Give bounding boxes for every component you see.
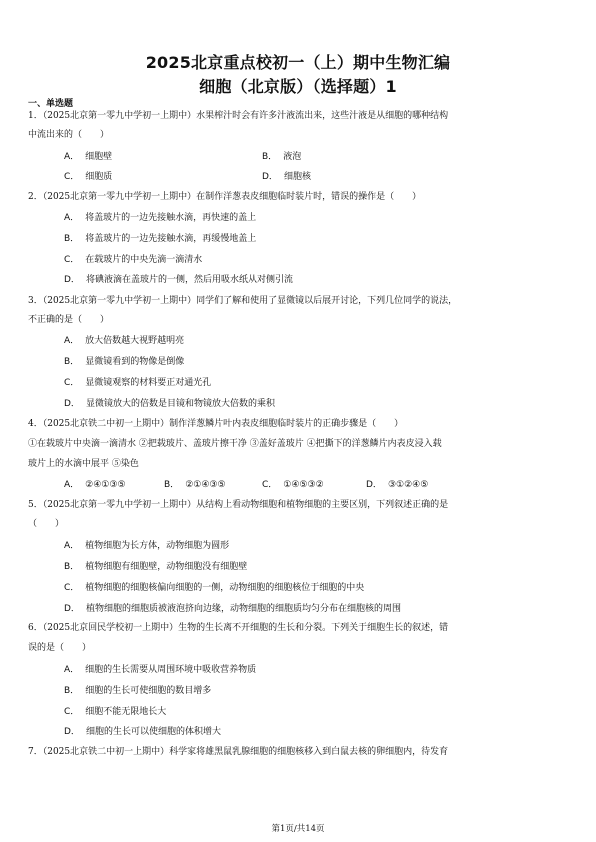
question-number: 5． (28, 500, 43, 510)
question-source: （2025北京铁二中初一上期中） (42, 747, 170, 757)
option-a: A． 植物细胞为长方体，动物细胞为圆形 (64, 541, 230, 551)
option-b: B． 液泡 (262, 152, 302, 162)
question-4 (28, 418, 403, 430)
question-text-cont: ①在载玻片中央滴一滴清水 ②把载玻片、盖玻片擦干净 ③盖好盖玻片 ④把撕下的洋葱鳞片内表皮浸入载 (28, 439, 442, 449)
question-text-cont: 不正确的是（ ） (28, 315, 110, 325)
option-c: C． 细胞不能无限地长大 (64, 707, 167, 717)
option-b: B． 显微镜看到的物像是倒像 (64, 357, 185, 367)
option-a: A． ②④①③⑤ (64, 480, 126, 490)
question-number: 3． (28, 296, 43, 306)
option-d: D． 细胞的生长可以使细胞的体积增大 (64, 727, 221, 737)
question-number: 4． (28, 419, 43, 429)
option-c: C． 植物细胞的细胞核偏向细胞的一侧，动物细胞的细胞核位于细胞的中央 (64, 583, 365, 593)
option-a: A． 细胞的生长需要从周围环境中吸收营养物质 (64, 665, 257, 675)
question-number: 1． (28, 111, 43, 121)
question-number: 6． (28, 623, 43, 633)
option-b: B． 植物细胞有细胞壁，动物细胞没有细胞壁 (64, 562, 248, 572)
question-source: （2025北京第一零九中学初一上期中） (42, 192, 197, 202)
question-1 (28, 110, 448, 122)
question-text: 水果榨汁时会有许多汁液流出来，这些汁液是从细胞的哪种结构 (196, 111, 449, 121)
question-text: 制作洋葱鳞片叶内表皮细胞临时装片的正确步骤是（ ） (169, 419, 404, 429)
option-b: B． 将盖玻片的一边先接触水滴，再缓慢地盖上 (64, 234, 257, 244)
option-b: B． 细胞的生长可使细胞的数目增多 (64, 686, 212, 696)
option-a: A． 将盖玻片的一边先接触水滴，再快速的盖上 (64, 213, 257, 223)
option-d: D． 细胞核 (262, 172, 311, 182)
question-text: 科学家将雄黑鼠乳腺细胞的细胞核移入到白鼠去核的卵细胞内，待发育 (169, 747, 449, 757)
question-2 (28, 191, 421, 203)
question-text: 从结构上看动物细胞和植物细胞的主要区别，下列叙述正确的是 (196, 500, 449, 510)
question-number: 2． (28, 192, 43, 202)
question-text: 在制作洋葱表皮细胞临时装片时，错误的操作是（ ） (196, 192, 422, 202)
question-6 (28, 622, 448, 634)
question-source: （2025北京第一零九中学初一上期中） (42, 111, 197, 121)
question-5 (28, 499, 448, 511)
question-source: （2025北京回民学校初一上期中） (42, 623, 179, 633)
option-d: D． 将碘液滴在盖玻片的一侧，然后用吸水纸从对侧引流 (64, 275, 293, 285)
option-b: B． ②①④③⑤ (164, 480, 226, 490)
question-source: （2025北京第一零九中学初一上期中） (42, 500, 197, 510)
question-source: （2025北京第一零九中学初一上期中） (42, 296, 197, 306)
question-text-cont: 误的是（ ） (28, 643, 92, 653)
option-d: D． 植物细胞的细胞质被液泡挤向边缘，动物细胞的细胞质均匀分布在细胞核的周围 (64, 604, 401, 614)
page-footer: 第1页/共14页 (271, 824, 325, 834)
question-text-cont: （ ） (28, 519, 65, 529)
question-source: （2025北京铁二中初一上期中） (42, 419, 170, 429)
question-number: 7． (28, 747, 43, 757)
question-3 (28, 295, 457, 307)
option-c: C． 显微镜观察的材料要正对通光孔 (64, 378, 212, 388)
question-text: 生物的生长离不开细胞的生长和分裂。下列关于细胞生长的叙述，错 (178, 623, 449, 633)
option-a: A． 放大倍数越大视野越明亮 (64, 336, 185, 346)
option-c: C． ①④⑤③② (262, 480, 324, 490)
question-text-cont: 中流出来的（ ） (28, 130, 110, 140)
question-7 (28, 746, 448, 758)
option-d: D． 显微镜放大的倍数是目镜和物镜放大倍数的乘积 (64, 399, 275, 409)
document-title: 2025北京重点校初一（上）期中生物汇编 (145, 53, 451, 72)
option-c: C． 细胞质 (64, 172, 113, 182)
question-text: 同学们了解和使用了显微镜以后展开讨论，下列几位同学的说法， (196, 296, 458, 306)
section-heading: 一、单选题 (28, 99, 74, 109)
option-d: D． ③①②④⑤ (366, 480, 429, 490)
document-subtitle: 细胞（北京版）（选择题）1 (199, 77, 397, 96)
option-c: C． 在载玻片的中央先滴一滴清水 (64, 255, 203, 265)
question-text-cont: 玻片上的水滴中展平 ⑤染色 (28, 459, 139, 469)
option-a: A． 细胞壁 (64, 152, 113, 162)
